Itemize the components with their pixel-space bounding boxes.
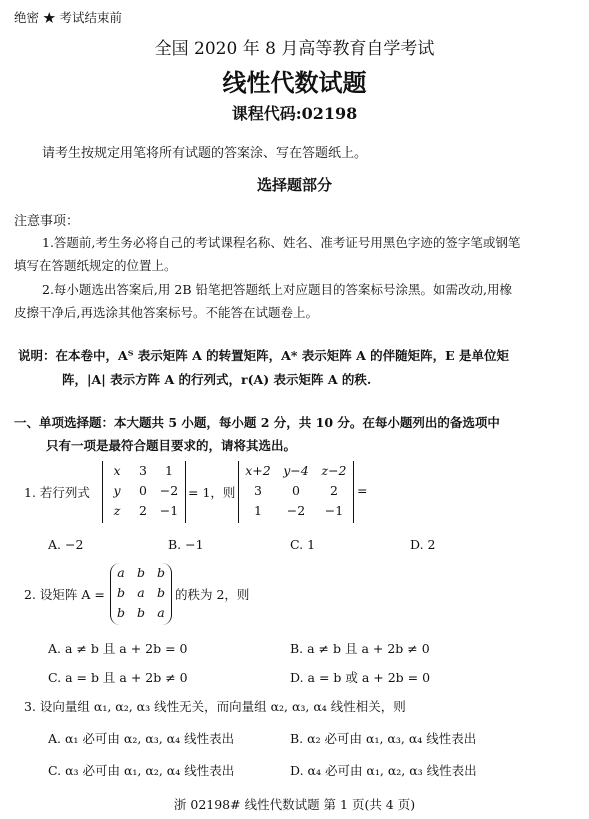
- q2-option-c: C. a = b 且 a + 2b ≠ 0: [48, 670, 188, 685]
- notes-title: 注意事项：: [14, 214, 80, 229]
- section-title: 选择题部分: [256, 176, 332, 194]
- q3-option-a: A. α₁ 必可由 α₂, α₃, α₄ 线性表出: [48, 731, 235, 746]
- q2-prefix: 2. 设矩阵 A =: [24, 587, 105, 602]
- det2-cell: 3: [254, 483, 262, 498]
- note-2-line-1: 2.每小题选出答案后,用 2B 铅笔把答题纸上对应题目的答案标号涂黑。如需改动,用橡: [42, 282, 512, 297]
- det1-cell: 3: [139, 463, 147, 478]
- page-footer: 浙 02198# 线性代数试题 第 1 页(共 4 页): [173, 797, 416, 812]
- note-1-line-2: 填写在答题纸规定的位置上。: [14, 258, 177, 273]
- det1-cell: 2: [139, 503, 147, 518]
- q3-option-c: C. α₃ 必可由 α₁, α₂, α₄ 线性表出: [48, 763, 235, 778]
- note-1-line-1: 1.答题前,考生务必将自己的考试课程名称、姓名、准考证号用黑色字迹的签字笔或钢笔: [42, 235, 521, 250]
- q1-option-a: A. −2: [48, 537, 84, 552]
- answer-instruction: 请考生按规定用笔将所有试题的答案涂、写在答题纸上。: [42, 146, 368, 161]
- q1-determinant-1: [102, 461, 186, 523]
- det1-cell: −1: [159, 503, 179, 518]
- q2-suffix: 的秩为 2，则: [175, 587, 250, 602]
- part1-heading-line-2: 只有一项是最符合题目要求的，请将其选出。: [46, 438, 297, 453]
- q1-mid: = 1，则: [188, 485, 236, 500]
- explanation-line-1: 说明：在本卷中，Aᵀ 表示矩阵 A 的转置矩阵，A* 表示矩阵 A 的伴随矩阵，E 是单位矩: [18, 348, 510, 363]
- det2-cell: −1: [324, 503, 344, 518]
- q2-option-a: A. a ≠ b 且 a + 2b = 0: [48, 641, 188, 656]
- det2-cell: z−2: [321, 463, 347, 478]
- matrix-cell: a: [117, 565, 125, 580]
- part1-heading-line-1: 一、单项选择题：本大题共 5 小题，每小题 2 分，共 10 分。在每小题列出的备选项中: [14, 415, 500, 430]
- det2-cell: y−4: [283, 463, 309, 478]
- q2-option-d: D. a = b 或 a + 2b = 0: [290, 670, 431, 685]
- matrix-cell: b: [136, 565, 145, 580]
- det1-cell: z: [113, 503, 121, 518]
- det1-cell: 0: [139, 483, 147, 498]
- matrix-cell: b: [156, 585, 165, 600]
- det1-cell: 1: [165, 463, 173, 478]
- det2-cell: x+2: [245, 463, 271, 478]
- det1-cell: −2: [159, 483, 179, 498]
- q1-suffix: =: [357, 483, 368, 498]
- q3-option-d: D. α₄ 必可由 α₁, α₂, α₃ 线性表出: [290, 763, 477, 778]
- q1-prefix: 1. 若行列式: [24, 485, 90, 500]
- q1-option-c: C. 1: [290, 537, 316, 552]
- q3-option-b: B. α₂ 必可由 α₁, α₃, α₄ 线性表出: [290, 731, 477, 746]
- det1-cell: y: [113, 483, 121, 498]
- matrix-cell: b: [156, 565, 165, 580]
- q2-option-b: B. a ≠ b 且 a + 2b ≠ 0: [290, 641, 430, 656]
- det2-cell: 1: [254, 503, 262, 518]
- note-2-line-2: 皮擦干净后,再选涂其他答案标号。不能答在试题卷上。: [14, 305, 318, 320]
- q1-determinant-2: [238, 461, 354, 523]
- matrix-cell: a: [157, 605, 165, 620]
- q1-option-b: B. −1: [168, 537, 204, 552]
- matrix-cell: b: [116, 605, 125, 620]
- det2-cell: −2: [286, 503, 306, 518]
- course-code: 课程代码:02198: [231, 104, 358, 123]
- det2-cell: 2: [330, 483, 338, 498]
- exam-title: 全国 2020 年 8 月高等教育自学考试: [154, 39, 435, 59]
- det1-cell: x: [113, 463, 121, 478]
- q2-matrix: [110, 563, 172, 625]
- det2-cell: 0: [292, 483, 300, 498]
- q3-stem: 3. 设向量组 α₁, α₂, α₃ 线性无关，而向量组 α₂, α₃, α₄ 线性相关，则: [24, 699, 406, 714]
- subject-title: 线性代数试题: [222, 68, 367, 97]
- matrix-cell: b: [116, 585, 125, 600]
- matrix-cell: a: [137, 585, 145, 600]
- matrix-cell: b: [136, 605, 145, 620]
- confidential-label: 绝密 ★ 考试结束前: [14, 10, 122, 25]
- q1-option-d: D. 2: [410, 537, 436, 552]
- explanation-line-2: 阵，|A| 表示方阵 A 的行列式，r(A) 表示矩阵 A 的秩.: [62, 372, 372, 387]
